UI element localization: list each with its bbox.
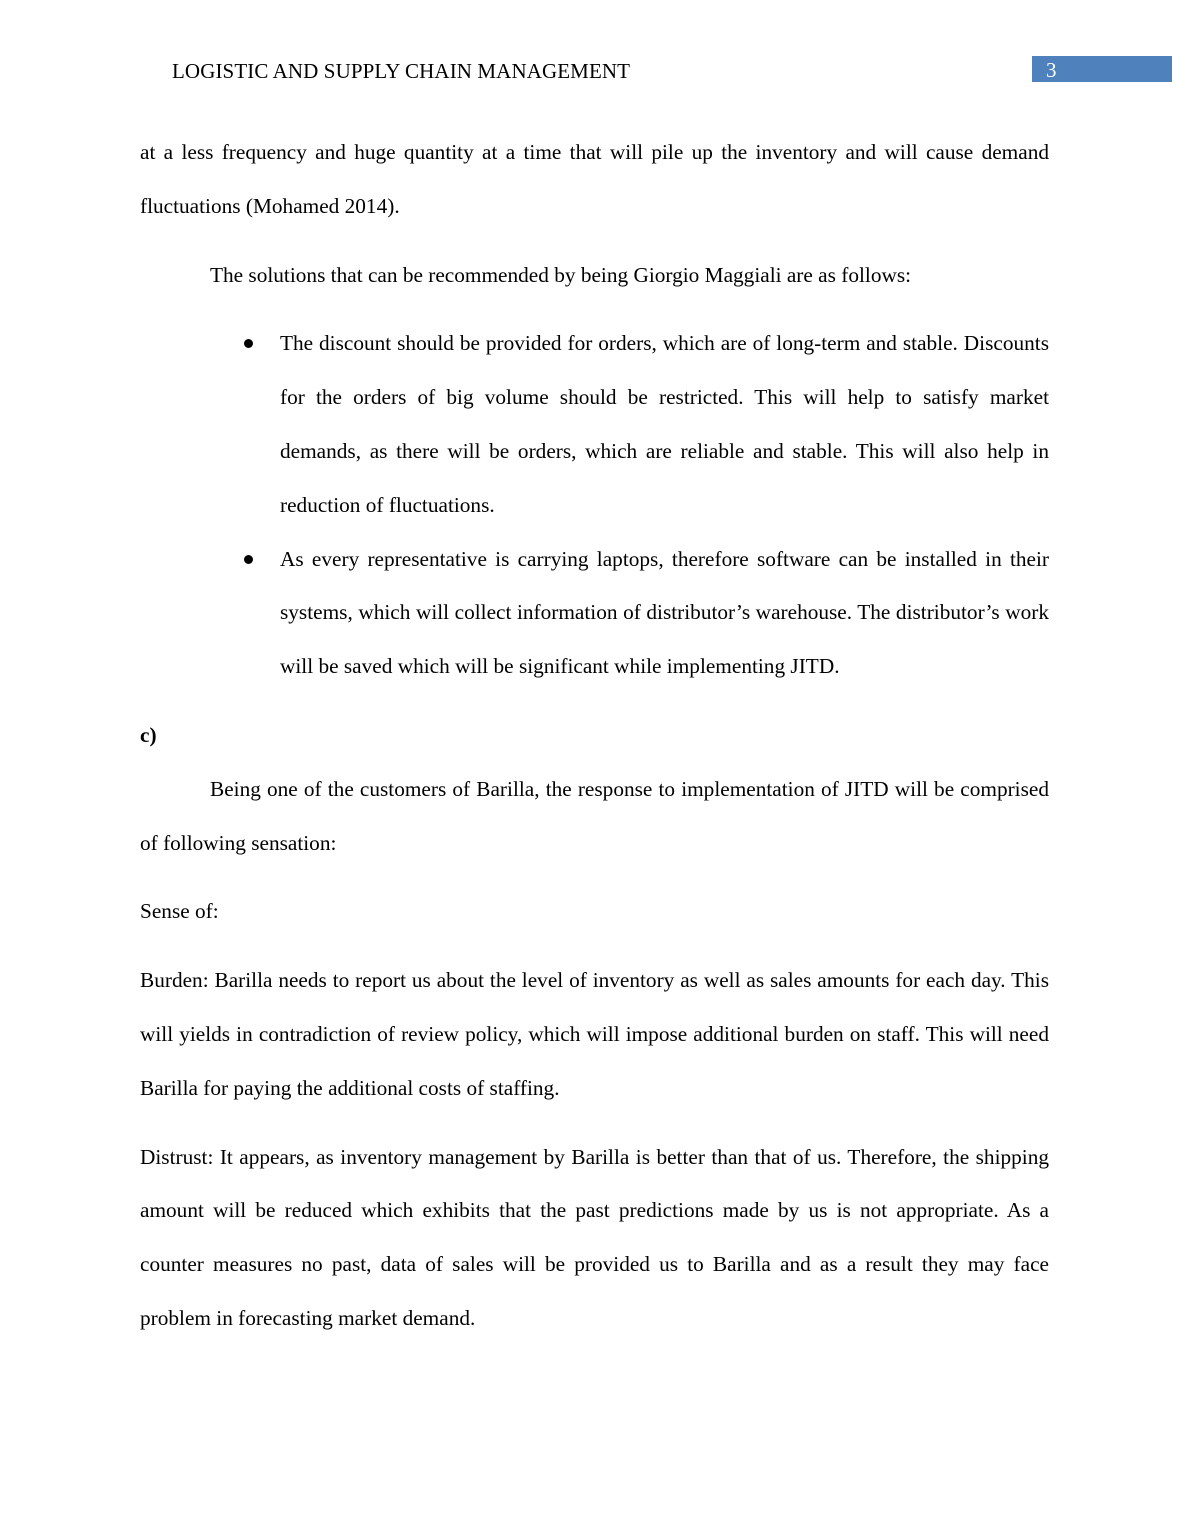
bullet-item-text: The discount should be provided for orders, which are of long-term and stable. Discounts for the orders of big volume should be restricted. This will help to satisfy market demands, as there will be orders, which are reliable and stable. This will also help in reduction of fluctuations. <box>280 331 1049 517</box>
paragraph-sense-of: Sense of: <box>140 899 219 924</box>
bullet-item <box>280 317 1049 532</box>
paragraph-distrust: Distrust: It appears, as inventory management by Barilla is better than that of us. Therefore, the shipping amount will be reduced which exhibits that the past predictions made by us is not appropriate. As a counter measures no past, data of sales will be provided us to Barilla and as a result they may face problem in forecasting market demand. <box>140 1144 1049 1330</box>
bullet-item <box>280 533 1049 694</box>
solutions-bullet-list <box>140 317 1049 694</box>
page-number-box <box>1032 56 1172 82</box>
bullet-icon <box>244 555 253 564</box>
bullet-item-text: As every representative is carrying laptops, therefore software can be installed in their systems, which will collect information of distributor’s warehouse. The distributor’s work will be saved which will be significant while implementing JITD. <box>280 546 1049 679</box>
bullet-icon <box>244 339 253 348</box>
running-head: LOGISTIC AND SUPPLY CHAIN MANAGEMENT <box>172 59 631 83</box>
page-header <box>172 56 1172 84</box>
page-number: 3 <box>1046 58 1057 82</box>
paragraph-burden: Burden: Barilla needs to report us about the level of inventory as well as sales amounts for each day. This will yields in contradiction of review policy, which will impose additional burden on staff. This will need Barilla for paying the additional costs of staffing. <box>140 968 1049 1100</box>
section-label: c) <box>140 722 157 747</box>
paragraph-continuation: at a less frequency and huge quantity at a time that will pile up the inventory and will cause demand fluctuations (Mohamed 2014). <box>140 140 1049 218</box>
document-body <box>140 126 1049 1346</box>
paragraph-customer-response: Being one of the customers of Barilla, the response to implementation of JITD will be comprised of following sensation: <box>140 776 1049 855</box>
paragraph-solutions-intro: The solutions that can be recommended by being Giorgio Maggiali are as follows: <box>210 262 912 287</box>
